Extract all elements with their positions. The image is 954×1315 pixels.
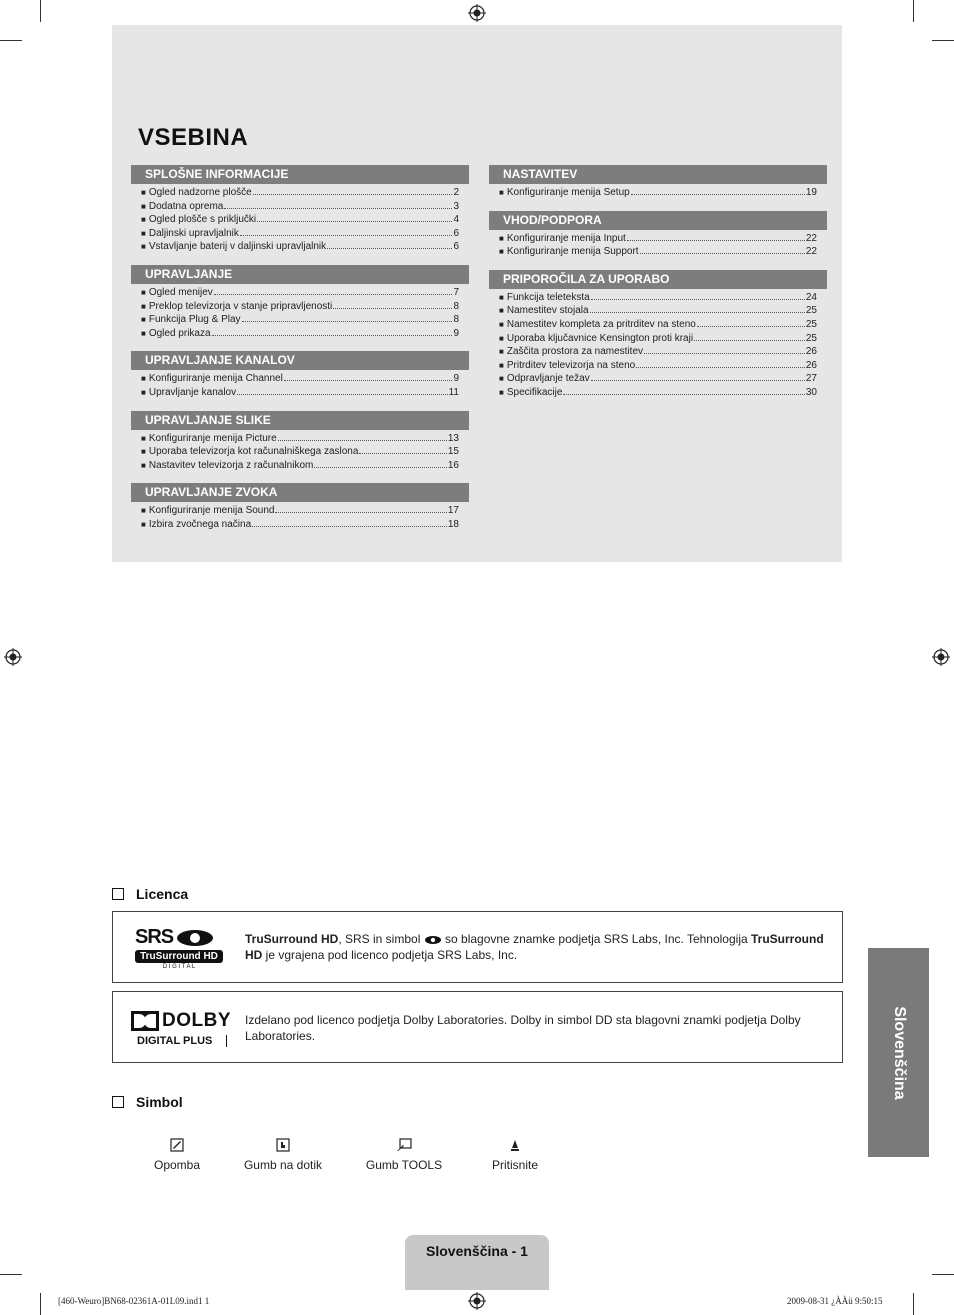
dot-leader (278, 440, 447, 441)
toc-entry-label: Namestitev stojala (506, 305, 589, 317)
crop-mark (932, 40, 954, 41)
toc-section-heading: UPRAVLJANJE (131, 265, 469, 284)
dot-leader (563, 394, 804, 395)
dolby-logo-text: DOLBY (162, 1010, 231, 1031)
srs-symbol-icon (424, 935, 442, 945)
square-bullet-icon: ■ (141, 460, 146, 470)
crop-mark (40, 1293, 41, 1315)
toc-entry-label: Nastavitev televizorja z računalnikom (148, 459, 314, 471)
square-bullet-icon: ■ (141, 374, 146, 384)
crop-mark (0, 1274, 22, 1275)
srs-circle-icon (175, 929, 215, 947)
square-bullet-icon: ■ (141, 287, 146, 297)
language-side-tab-label: Slovenščina (890, 1005, 908, 1100)
toc-entry-page: 16 (447, 459, 459, 471)
toc-entry-page: 22 (805, 232, 817, 244)
footer-timestamp: 2009-08-31 ¿ÀÀü 9:50:15 (787, 1296, 883, 1306)
crop-mark (913, 0, 914, 22)
toc-entry[interactable] (141, 313, 459, 327)
toc-section (489, 270, 827, 400)
toc-section (489, 211, 827, 259)
license-heading (112, 886, 188, 902)
square-bullet-icon: ■ (499, 374, 504, 384)
dot-leader (242, 321, 453, 322)
toc-entry[interactable] (499, 304, 817, 318)
toc-entry-label: Izbira zvočnega načina (148, 518, 252, 530)
toc-entry-label: Konfiguriranje menija Support (506, 246, 639, 258)
toc-entry-label: Konfiguriranje menija Channel (148, 373, 283, 385)
license-heading-label: Licenca (136, 886, 189, 902)
square-bullet-icon: ■ (141, 328, 146, 338)
dot-leader (314, 467, 447, 468)
srs-brand-bold: TruSurround HD (245, 932, 824, 962)
toc-entry-label: Daljinski upravljalnik (148, 227, 239, 239)
square-bullet-icon: ■ (499, 333, 504, 343)
toc-entry-page: 26 (805, 359, 817, 371)
toc-section (131, 265, 469, 340)
toc-entry-page: 25 (805, 332, 817, 344)
symbol-note (117, 1134, 237, 1172)
srs-text-part: je vgrajena pod licenco podjetja SRS Labs, Inc. (262, 948, 518, 962)
dot-leader (240, 235, 453, 236)
dolby-dd-icon (131, 1011, 159, 1031)
symbol-tools-button-label: Gumb TOOLS (365, 1158, 443, 1172)
toc-entry[interactable] (141, 186, 459, 200)
dot-leader (631, 194, 805, 195)
square-bullet-icon: ■ (141, 301, 146, 311)
toc-entry-page: 19 (805, 187, 817, 198)
toc-entry-label: Pritrditev televizorja na steno (506, 359, 636, 371)
registration-mark-icon (468, 1292, 486, 1310)
toc-entry-page: 18 (447, 518, 459, 530)
srs-logo-band: TruSurround HD (135, 950, 223, 963)
dot-leader (694, 340, 805, 341)
toc-entry-page: 15 (447, 446, 459, 458)
toc-entry[interactable] (499, 245, 817, 259)
toc-entry-page: 11 (448, 386, 459, 398)
toc-entry-label: Konfiguriranje menija Input (506, 232, 626, 244)
toc-entry[interactable] (141, 286, 459, 300)
toc-entry-label: Preklop televizorja v stanje pripravljenosti (148, 300, 333, 312)
square-bullet-icon: ■ (141, 315, 146, 325)
dot-leader (237, 394, 447, 395)
toc-entry-label: Dodatna oprema (148, 200, 224, 212)
square-bullet-icon: ■ (499, 306, 504, 316)
symbol-press-label: Pritisnite (491, 1158, 538, 1172)
toc-entry-label: Vstavljanje baterij v daljinski upravljalnik (148, 241, 327, 253)
srs-text-part: so blagovne znamke podjetja SRS Labs, Inc. Tehnologija (441, 932, 751, 946)
toc-section-heading: UPRAVLJANJE KANALOV (131, 351, 469, 370)
toc-entry-page: 26 (805, 346, 817, 358)
toc-entry-label: Funkcija Plug & Play (148, 314, 241, 326)
toc-entry-page: 4 (453, 214, 459, 226)
square-bullet-icon: ■ (499, 319, 504, 329)
registration-mark-icon (932, 648, 950, 666)
toc-entry[interactable] (141, 200, 459, 214)
checkbox-bullet-icon (112, 888, 124, 900)
square-bullet-icon: ■ (141, 433, 146, 443)
toc-entry-label: Zaščita prostora za namestitev (506, 346, 644, 358)
toc-section (489, 165, 827, 200)
toc-section-heading: SPLOŠNE INFORMACIJE (131, 165, 469, 184)
toc-entry[interactable] (141, 445, 459, 459)
toc-entry-page: 13 (447, 432, 459, 444)
toc-entry-page: 7 (453, 286, 459, 298)
dolby-logo-sub: DIGITAL PLUS (137, 1035, 227, 1047)
square-bullet-icon: ■ (141, 188, 146, 197)
toc-entry[interactable] (141, 432, 459, 446)
crop-mark (932, 1274, 954, 1275)
checkbox-bullet-icon (112, 1096, 124, 1108)
toc-section-heading: NASTAVITEV (489, 165, 827, 184)
press-icon (510, 1138, 520, 1152)
crop-mark (0, 40, 22, 41)
toc-entry-label: Funkcija teleteksta (506, 291, 590, 303)
dot-leader (359, 453, 446, 454)
square-bullet-icon: ■ (141, 242, 146, 252)
dot-leader (284, 380, 453, 381)
toc-entry-label: Ogled menijev (148, 286, 213, 298)
square-bullet-icon: ■ (141, 215, 146, 225)
dot-leader (253, 194, 453, 195)
toc-section (131, 165, 469, 254)
toc-right-column (489, 165, 827, 411)
toc-entry[interactable] (141, 327, 459, 341)
toc-entry-label: Ogled prikaza (148, 327, 211, 339)
toc-section-heading: VHOD/PODPORA (489, 211, 827, 230)
dot-leader (590, 312, 805, 313)
footer-file-info: [460-Weuro]BN68-02361A-01L09.ind1 1 (58, 1296, 210, 1306)
toc-section-heading: UPRAVLJANJE SLIKE (131, 411, 469, 430)
toc-section (131, 411, 469, 473)
srs-license-box (112, 911, 843, 983)
symbol-touch-button-label: Gumb na dotik (243, 1158, 323, 1172)
symbol-touch-button (223, 1134, 343, 1172)
srs-license-text (245, 931, 835, 963)
dolby-license-box (112, 991, 843, 1063)
symbol-heading (112, 1094, 183, 1110)
srs-logo-sub: D I G I T A L (162, 964, 196, 970)
toc-entry-label: Upravljanje kanalov (148, 386, 237, 398)
toc-entry-page: 17 (447, 505, 459, 517)
toc-entry-label: Uporaba televizorja kot računalniškega zaslona (148, 446, 359, 458)
dot-leader (257, 221, 452, 222)
toc-entry[interactable] (141, 213, 459, 227)
language-side-tab (868, 948, 929, 1157)
dot-leader (333, 308, 452, 309)
dot-leader (640, 253, 805, 254)
dot-leader (697, 326, 805, 327)
toc-entry[interactable] (499, 332, 817, 346)
toc-entry-page: 6 (453, 227, 459, 239)
toc-section (131, 483, 469, 531)
square-bullet-icon: ■ (141, 519, 146, 529)
symbol-note-label: Opomba (153, 1158, 201, 1172)
square-bullet-icon: ■ (499, 233, 504, 243)
toc-entry-page: 9 (453, 327, 459, 339)
toc-entry[interactable] (141, 240, 459, 254)
toc-entry[interactable] (141, 372, 459, 386)
toc-entry[interactable] (499, 291, 817, 305)
dot-leader (214, 294, 453, 295)
srs-logo (135, 926, 223, 970)
toc-entry-label: Specifikacije (506, 386, 563, 398)
touch-button-icon (276, 1138, 290, 1152)
square-bullet-icon: ■ (141, 228, 146, 238)
toc-entry-page: 9 (453, 373, 459, 385)
toc-section-heading: PRIPOROČILA ZA UPORABO (489, 270, 827, 289)
symbol-tools-button (344, 1134, 464, 1172)
toc-left-column (131, 165, 469, 543)
toc-entry-label: Konfiguriranje menija Picture (148, 432, 277, 444)
toc-section-heading: UPRAVLJANJE ZVOKA (131, 483, 469, 502)
toc-entry[interactable] (499, 345, 817, 359)
srs-brand-bold: TruSurround HD (245, 932, 339, 946)
toc-entry-page: 30 (805, 386, 817, 398)
toc-entry[interactable] (499, 186, 817, 200)
square-bullet-icon: ■ (499, 292, 504, 302)
dot-leader (224, 208, 452, 209)
dolby-logo (131, 1010, 231, 1047)
toc-entry[interactable] (499, 318, 817, 332)
dot-leader (644, 353, 805, 354)
toc-entry[interactable] (141, 227, 459, 241)
symbol-heading-label: Simbol (136, 1094, 183, 1110)
toc-entry[interactable] (141, 518, 459, 532)
dot-leader (327, 248, 452, 249)
dot-leader (212, 335, 453, 336)
toc-entry-label: Uporaba ključavnice Kensington proti kraji (506, 332, 694, 344)
srs-text-part: , SRS in simbol (338, 932, 424, 946)
toc-entry[interactable] (141, 386, 459, 400)
square-bullet-icon: ■ (499, 347, 504, 357)
toc-entry-page: 27 (805, 373, 817, 385)
dot-leader (591, 299, 805, 300)
srs-logo-text: SRS (135, 926, 174, 948)
toc-entry-page: 3 (453, 200, 459, 212)
toc-entry-label: Konfiguriranje menija Setup (506, 187, 630, 198)
dot-leader (627, 240, 805, 241)
toc-entry-page: 22 (805, 246, 817, 258)
dot-leader (591, 380, 805, 381)
registration-mark-icon (4, 648, 22, 666)
toc-entry-page: 25 (805, 305, 817, 317)
square-bullet-icon: ■ (141, 201, 146, 211)
dot-leader (275, 512, 446, 513)
dolby-license-text: Izdelano pod licenco podjetja Dolby Laboratories. Dolby in simbol DD sta blagovni znamki podjetja Dolby Laboratories. (245, 1013, 801, 1043)
toc-entry-page: 25 (805, 318, 817, 330)
square-bullet-icon: ■ (141, 387, 146, 397)
toc-entry[interactable] (499, 386, 817, 400)
toc-entry-page: 8 (453, 314, 459, 326)
toc-entry[interactable] (499, 372, 817, 386)
toc-entry-label: Odpravljanje težav (506, 373, 590, 385)
crop-mark (913, 1293, 914, 1315)
toc-entry-label: Namestitev kompleta za pritrditev na steno (506, 318, 696, 330)
toc-entry-page: 2 (453, 187, 459, 198)
dot-leader (252, 526, 447, 527)
toc-entry[interactable] (499, 232, 817, 246)
toc-entry[interactable] (141, 459, 459, 473)
toc-entry[interactable] (141, 300, 459, 314)
square-bullet-icon: ■ (499, 188, 504, 197)
page-number-tab (405, 1235, 549, 1290)
symbol-press (455, 1134, 575, 1172)
note-icon (170, 1138, 184, 1152)
dot-leader (636, 367, 805, 368)
square-bullet-icon: ■ (499, 247, 504, 257)
toc-entry[interactable] (141, 504, 459, 518)
page-title: VSEBINA (138, 124, 249, 151)
toc-entry-label: Ogled nadzorne plošče (148, 187, 252, 198)
tools-button-icon (396, 1138, 412, 1152)
toc-entry[interactable] (499, 359, 817, 373)
square-bullet-icon: ■ (499, 387, 504, 397)
toc-entry-label: Ogled plošče s priključki (148, 214, 257, 226)
crop-mark (40, 0, 41, 22)
square-bullet-icon: ■ (141, 506, 146, 516)
registration-mark-icon (468, 4, 486, 22)
square-bullet-icon: ■ (499, 360, 504, 370)
toc-section (131, 351, 469, 399)
toc-entry-page: 8 (453, 300, 459, 312)
toc-entry-label: Konfiguriranje menija Sound (148, 505, 275, 517)
square-bullet-icon: ■ (141, 447, 146, 457)
page-number-label: Slovenščina - 1 (426, 1243, 528, 1259)
toc-entry-page: 24 (805, 291, 817, 303)
toc-entry-page: 6 (453, 241, 459, 253)
